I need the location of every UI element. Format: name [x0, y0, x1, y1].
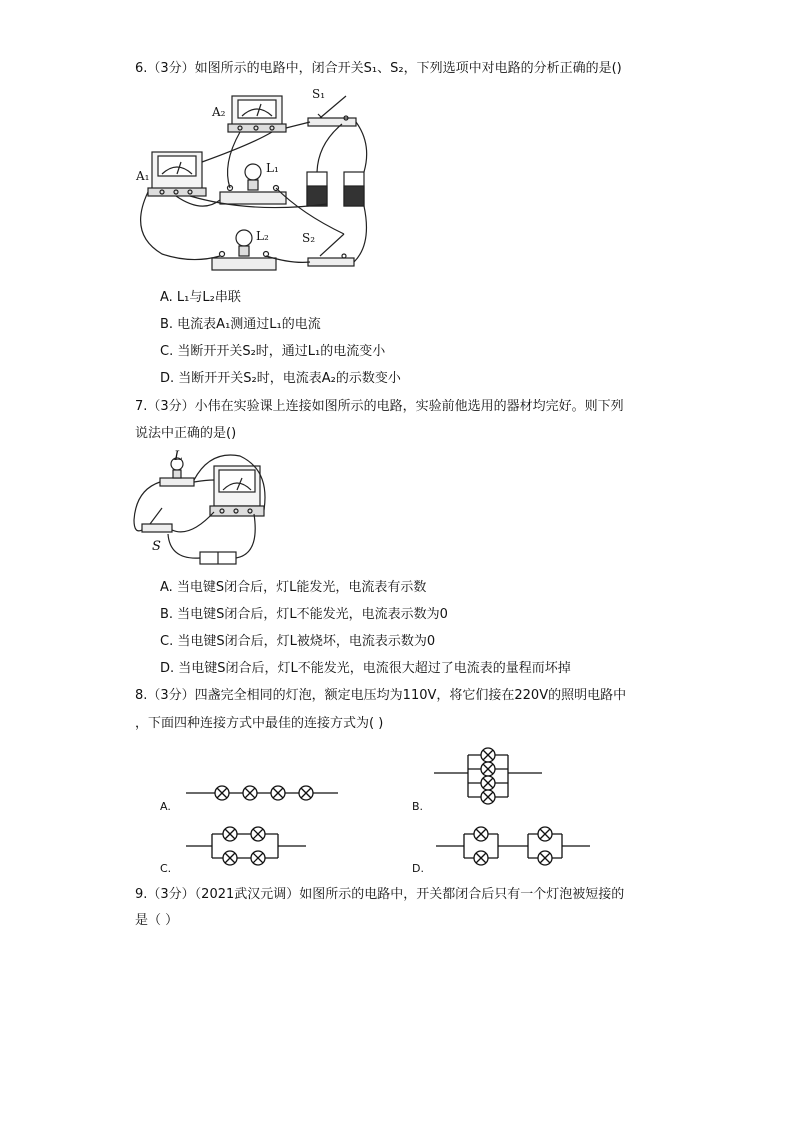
q8-options-figure: [150, 738, 610, 880]
q9-stem-line2: 是（ ）: [135, 913, 179, 928]
q6-option-c: C. 当断开开关S₂时，通过L₁的电流变小: [160, 344, 386, 359]
q7-option-b: B. 当电键S闭合后，灯L不能发光，电流表示数为0: [160, 607, 448, 622]
q7-stem-line1: 7.（3分）小伟在实验课上连接如图所示的电路，实验前他选用的器材均完好。则下列: [135, 399, 624, 414]
option-a-series-circuit: [186, 786, 338, 800]
q6-stem: 6.（3分）如图所示的电路中，闭合开关S₁、S₂，下列选项中对电路的分析正确的是(): [135, 61, 622, 76]
battery: [200, 552, 236, 564]
label-s1: S₁: [312, 87, 326, 101]
option-d-parallel-series-circuit: [436, 827, 590, 865]
q6-option-b: B. 电流表A₁测通过L₁的电流: [160, 317, 321, 332]
option-b-parallel-circuit: [434, 748, 542, 804]
label-l: L: [174, 450, 183, 464]
label-l1: L₁: [266, 161, 279, 175]
q6-circuit-figure: [132, 84, 382, 278]
label-a2: A₂: [212, 105, 226, 119]
q7-option-c: C. 当电键S闭合后，灯L被烧坏，电流表示数为0: [160, 634, 436, 649]
q7-stem-line2: 说法中正确的是(): [135, 426, 237, 441]
label-s: S: [152, 539, 161, 554]
battery-pair: [307, 172, 364, 206]
ammeter-a2: [228, 96, 286, 132]
option-b-label: B.: [412, 800, 424, 813]
q6-option-a: A. L₁与L₂串联: [160, 290, 241, 305]
label-l2: L₂: [256, 229, 269, 243]
label-s2: S₂: [302, 231, 316, 245]
option-c-label: C.: [160, 862, 172, 875]
label-a1: A₁: [136, 169, 150, 183]
option-d-label: D.: [412, 862, 424, 875]
q8-stem-line2: ，下面四种连接方式中最佳的连接方式为( ): [135, 716, 384, 731]
q6-option-d: D. 当断开开关S₂时，电流表A₂的示数变小: [160, 371, 401, 386]
ammeter: [210, 466, 264, 516]
q9-stem-line1: 9.（3分）（2021武汉元调）如图所示的电路中，开关都闭合后只有一个灯泡被短接的: [135, 887, 625, 902]
q7-circuit-figure: [130, 450, 270, 568]
option-a-label: A.: [160, 800, 171, 813]
q8-stem-line1: 8.（3分）四盏完全相同的灯泡，额定电压均为110V，将它们接在220V的照明电路中: [135, 688, 627, 703]
q7-option-a: A. 当电键S闭合后，灯L能发光，电流表有示数: [160, 580, 427, 595]
ammeter-a1: [148, 152, 206, 196]
q7-option-d: D. 当电键S闭合后，灯L不能发光，电流很大超过了电流表的量程而坏掉: [160, 661, 571, 676]
switch-s: [142, 508, 172, 532]
option-c-series-parallel-circuit: [186, 827, 306, 865]
